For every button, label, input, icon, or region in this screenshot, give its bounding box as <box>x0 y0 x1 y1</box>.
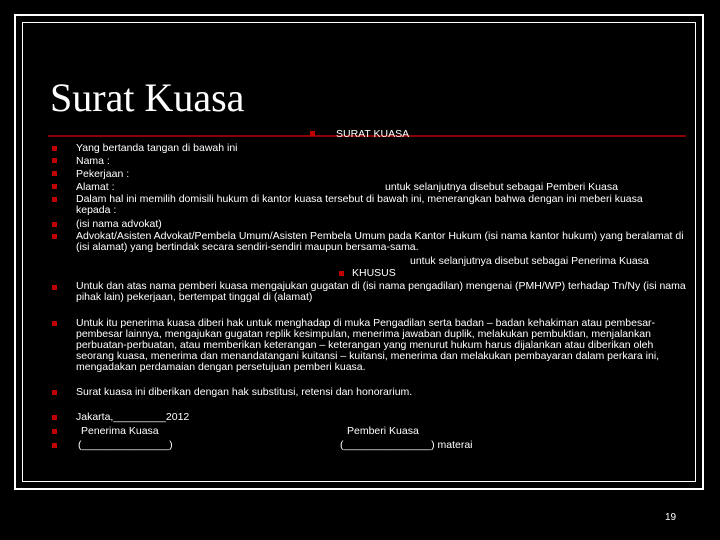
gugatan-paragraph: Untuk dan atas nama pemberi kuasa mengajukan gugatan di (isi nama pengadilan) mengenai (PMH/WP) terhadap Tn/Ny (isi nama pihak lain) pekerjaan, bertempat tinggal di (alamat) <box>76 280 686 303</box>
bullet-icon <box>52 197 57 202</box>
hak-paragraph: Untuk itu penerima kuasa diberi hak untuk menghadap di muka Pengadilan serta badan – badan kehakiman atau pembesar-pembesar lainnya, mengajukan gugatan replik kesimpulan, menerima jawaban duplik, melakukan pembuktian, menjalankan perbuatan-perbuatan, atau memberikan keterangan – keterangan yang menurut hukum harus dijalankan atau diberikan oleh seorang kuasa, menerima dan menandatangani kuitansi – kuitansi, menerima dan melakukan pembayaran dalam perkara ini, mengadakan perdamaian dengan persetujuan pemberi kuasa. <box>76 317 660 373</box>
nama-line: Nama : <box>76 155 110 167</box>
bullet-icon <box>52 285 57 290</box>
domisili-paragraph: Dalam hal ini memilih domisili hukum di kantor kuasa tersebut di bawah ini, menerangkan bahwa dengan ini meberi kuasa kepada : <box>76 193 643 216</box>
bullet-icon <box>52 429 57 434</box>
bullet-icon <box>52 222 57 227</box>
pemberi-signature-line: (_______________) materai <box>340 439 473 451</box>
penerima-kuasa-label: Penerima Kuasa <box>81 425 159 437</box>
advokat-name-line: (isi nama advokat) <box>76 218 162 230</box>
document-heading: SURAT KUASA <box>336 128 410 140</box>
bullet-icon <box>339 271 344 276</box>
place-date-line: Jakarta,_________2012 <box>76 411 190 423</box>
bullet-icon <box>52 390 57 395</box>
page-number: 19 <box>665 512 677 523</box>
bullet-icon <box>52 184 57 189</box>
penerima-signature-line: (_______________) <box>78 439 173 451</box>
bullet-icon <box>52 146 57 151</box>
bullet-icon <box>310 131 315 136</box>
pekerjaan-line: Pekerjaan : <box>76 168 130 180</box>
bullet-icon <box>52 234 57 239</box>
bullet-icon <box>52 443 57 448</box>
pemberi-kuasa-note: untuk selanjutnya disebut sebagai Pemberi Kuasa <box>385 181 618 193</box>
bullet-icon <box>52 415 57 420</box>
penerima-kuasa-note: untuk selanjutnya disebut sebagai Penerima Kuasa <box>410 255 649 267</box>
bullet-icon <box>52 158 57 163</box>
bullet-icon <box>52 171 57 176</box>
intro-line: Yang bertanda tangan di bawah ini <box>76 142 238 154</box>
khusus-heading: KHUSUS <box>352 267 396 279</box>
bullet-icon <box>52 321 57 326</box>
substitusi-line: Surat kuasa ini diberikan dengan hak substitusi, retensi dan honorarium. <box>76 386 413 398</box>
advokat-paragraph: Advokat/Asisten Advokat/Pembela Umum/Asisten Pembela Umum pada Kantor Hukum (isi nama kantor hukum) yang beralamat di (isi alamat) yang bertindak secara sendiri-sendiri maupun bersama-sama. <box>76 230 684 253</box>
pemberi-kuasa-label: Pemberi Kuasa <box>347 425 419 437</box>
slide-title: Surat Kuasa <box>50 75 245 120</box>
alamat-line: Alamat : <box>76 181 115 193</box>
